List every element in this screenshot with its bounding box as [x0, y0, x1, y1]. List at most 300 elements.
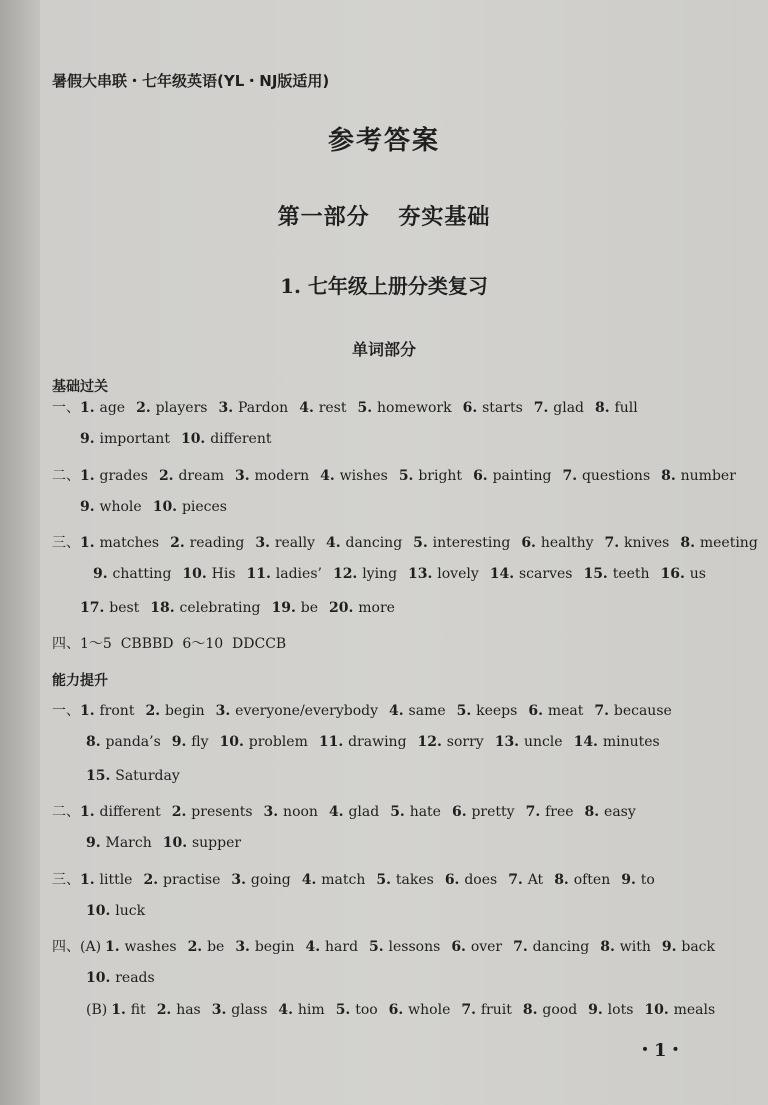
- answer-item: [235, 939, 294, 955]
- answer-item: [574, 734, 660, 750]
- answer-word: sorry: [446, 734, 484, 750]
- answer-item: [528, 703, 583, 719]
- answer-word: glass: [231, 1002, 268, 1018]
- answer-number: 7.: [594, 703, 614, 719]
- answer-number: 6.: [388, 1002, 409, 1018]
- answer-item: [212, 1002, 268, 1018]
- choice-answers: 1～5 CBBBD 6～10 DDCCB: [80, 636, 287, 652]
- answer-word: bright: [418, 468, 463, 484]
- answer-word: matches: [99, 535, 160, 551]
- answer-item: [521, 535, 593, 551]
- answer-number: 6.: [451, 804, 472, 820]
- answer-word: Saturday: [115, 768, 180, 784]
- answer-number: 8.: [522, 1002, 543, 1018]
- answer-number: 6.: [473, 468, 493, 484]
- chapter-heading: 1. 七年级上册分类复习: [280, 274, 488, 298]
- answer-number: 5.: [456, 703, 477, 719]
- answer-word: presents: [191, 804, 253, 820]
- answer-line: [86, 734, 671, 750]
- advanced-section-heading: 能力提升: [52, 673, 108, 689]
- answer-item: [490, 566, 573, 582]
- answer-item: [319, 734, 407, 750]
- answer-line: [52, 532, 768, 552]
- answer-word: back: [681, 939, 716, 955]
- answer-item: [80, 535, 159, 551]
- answer-item: [399, 468, 462, 484]
- answer-number: 17.: [80, 600, 110, 616]
- answer-item: [159, 468, 224, 484]
- answer-item: [326, 535, 402, 551]
- answer-item: [369, 939, 440, 955]
- answer-item: [594, 703, 671, 719]
- answer-item: [463, 400, 523, 416]
- answer-word: rest: [318, 400, 347, 416]
- answer-number: 8.: [584, 804, 605, 820]
- answer-number: 5.: [390, 804, 410, 820]
- answer-word: problem: [248, 734, 308, 750]
- answer-word: number: [680, 468, 736, 484]
- answer-word: be: [207, 939, 225, 955]
- answer-word: takes: [395, 872, 434, 888]
- answer-word: because: [613, 703, 672, 719]
- answer-line: [93, 566, 717, 582]
- answer-number: 4.: [389, 703, 409, 719]
- answer-word: washes: [124, 939, 177, 955]
- answer-item: [80, 468, 148, 484]
- answer-item: [390, 804, 441, 820]
- question-prefix: 二、: [52, 468, 80, 484]
- answer-line: [80, 499, 238, 515]
- answer-word: has: [176, 1002, 201, 1018]
- answer-line: [86, 1002, 726, 1018]
- answer-item: [595, 400, 638, 416]
- answer-item: [188, 939, 225, 955]
- answer-word: healthy: [540, 535, 594, 551]
- answer-number: 10.: [162, 835, 192, 851]
- answer-item: [172, 734, 209, 750]
- answer-item: [376, 872, 433, 888]
- answer-word: teeth: [612, 566, 650, 582]
- answer-item: [145, 703, 204, 719]
- answer-number: 6.: [444, 872, 465, 888]
- answer-item: [680, 535, 757, 551]
- answer-number: 9.: [171, 734, 192, 750]
- answer-number: 10.: [152, 499, 182, 515]
- answer-number: 14.: [573, 734, 603, 750]
- page-number: ・1・: [636, 1040, 685, 1061]
- answer-number: 8.: [600, 939, 620, 955]
- answer-word: does: [464, 872, 498, 888]
- answer-number: 2.: [187, 939, 208, 955]
- answer-word: him: [297, 1002, 325, 1018]
- answer-word: homework: [377, 400, 452, 416]
- answer-word: easy: [604, 804, 636, 820]
- answer-number: 6.: [521, 535, 541, 551]
- answer-item: [278, 1002, 324, 1018]
- answer-item: [299, 400, 346, 416]
- answer-word: meals: [673, 1002, 716, 1018]
- answer-word: panda’s: [105, 734, 161, 750]
- answer-item: [86, 903, 145, 919]
- answer-item: [451, 939, 502, 955]
- answer-word: His: [211, 566, 236, 582]
- answer-number: 11.: [246, 566, 276, 582]
- answer-number: 6.: [462, 400, 483, 416]
- answer-line: [52, 397, 649, 417]
- answer-word: match: [321, 872, 366, 888]
- answer-item: [329, 804, 379, 820]
- answer-number: 13.: [408, 566, 438, 582]
- answer-word: starts: [482, 400, 523, 416]
- answer-item: [358, 400, 452, 416]
- answer-item: [172, 804, 253, 820]
- answer-number: 2.: [170, 535, 190, 551]
- answer-number: 9.: [621, 872, 641, 888]
- answer-item: [329, 600, 395, 616]
- answer-item: [473, 468, 551, 484]
- answer-word: begin: [254, 939, 295, 955]
- answer-word: with: [619, 939, 651, 955]
- answer-word: interesting: [432, 535, 511, 551]
- answer-word: fruit: [480, 1002, 512, 1018]
- answer-number: 10.: [219, 734, 249, 750]
- answer-number: 9.: [588, 1002, 608, 1018]
- answer-word: fly: [191, 734, 209, 750]
- answer-number: 7.: [508, 872, 528, 888]
- answer-number: 3.: [231, 872, 251, 888]
- answer-item: [86, 835, 152, 851]
- answer-number: 4.: [326, 535, 346, 551]
- answer-number: 8.: [86, 734, 106, 750]
- answer-word: be: [300, 600, 318, 616]
- answer-word: noon: [283, 804, 318, 820]
- answer-word: age: [99, 400, 126, 416]
- answer-number: 9.: [80, 431, 100, 447]
- answer-number: 3.: [218, 400, 238, 416]
- answer-number: 1.: [80, 468, 100, 484]
- answer-word: pretty: [471, 804, 515, 820]
- subpart-label: (A): [80, 939, 102, 955]
- answer-word: chatting: [112, 566, 172, 582]
- answer-word: dream: [178, 468, 224, 484]
- answer-item: [264, 804, 318, 820]
- answer-word: more: [358, 600, 395, 616]
- answer-item: [526, 804, 574, 820]
- answer-number: 5.: [357, 400, 377, 416]
- answer-item: [170, 535, 244, 551]
- answer-item: [80, 499, 142, 515]
- answer-line: [52, 700, 683, 720]
- answer-number: 3.: [215, 703, 236, 719]
- answer-number: 1.: [80, 804, 100, 820]
- answer-number: 1.: [105, 939, 125, 955]
- answer-line: [86, 768, 191, 784]
- answer-number: 13.: [494, 734, 524, 750]
- answer-word: us: [689, 566, 706, 582]
- answer-word: pieces: [181, 499, 227, 515]
- answer-word: over: [470, 939, 503, 955]
- answer-word: keeps: [476, 703, 518, 719]
- answer-number: 5.: [413, 535, 433, 551]
- answer-word: good: [542, 1002, 578, 1018]
- answer-number: 7.: [525, 804, 546, 820]
- answer-item: [562, 468, 650, 484]
- answer-number: 1.: [80, 535, 100, 551]
- answer-item: [80, 804, 161, 820]
- answer-number: 1.: [80, 703, 100, 719]
- answer-number: 10.: [86, 970, 116, 986]
- answer-number: 2.: [145, 703, 165, 719]
- answer-item: [182, 566, 235, 582]
- answer-number: 1.: [80, 872, 100, 888]
- answer-number: 7.: [513, 939, 533, 955]
- answer-item: [389, 1002, 451, 1018]
- part-heading: [0, 200, 768, 231]
- answer-item: [272, 600, 318, 616]
- answer-item: [86, 734, 161, 750]
- answer-number: 10.: [644, 1002, 674, 1018]
- answer-number: 2.: [156, 1002, 177, 1018]
- answer-word: fit: [130, 1002, 146, 1018]
- answer-number: 7.: [533, 400, 554, 416]
- answer-number: 5.: [398, 468, 419, 484]
- answer-item: [157, 1002, 201, 1018]
- answer-item: [320, 468, 388, 484]
- answer-item: [143, 872, 220, 888]
- answer-word: ladies’: [275, 566, 322, 582]
- answer-word: really: [274, 535, 316, 551]
- answer-number: 1.: [80, 400, 100, 416]
- answer-word: luck: [115, 903, 146, 919]
- answer-number: 3.: [235, 468, 255, 484]
- answer-item: [508, 872, 543, 888]
- answer-word: little: [99, 872, 133, 888]
- answer-word: celebrating: [179, 600, 261, 616]
- answer-word: different: [99, 804, 161, 820]
- answer-number: 4.: [328, 804, 349, 820]
- answer-word: too: [355, 1002, 378, 1018]
- answer-item: [554, 872, 610, 888]
- question-prefix: 一、: [52, 400, 80, 416]
- answer-number: 5.: [369, 939, 389, 955]
- answer-number: 9.: [93, 566, 113, 582]
- answer-number: 7.: [562, 468, 582, 484]
- answer-item: [105, 939, 177, 955]
- answer-item: [644, 1002, 715, 1018]
- answer-item: [150, 600, 260, 616]
- answer-item: [661, 566, 706, 582]
- answer-word: glad: [348, 804, 380, 820]
- answer-item: [86, 970, 155, 986]
- answer-word: glad: [553, 400, 585, 416]
- answer-word: going: [250, 872, 291, 888]
- answer-item: [662, 939, 715, 955]
- answer-item: [585, 804, 636, 820]
- answer-number: 12.: [417, 734, 447, 750]
- answer-number: 11.: [318, 734, 349, 750]
- answer-word: reads: [115, 970, 155, 986]
- answer-item: [80, 400, 125, 416]
- answer-word: drawing: [348, 734, 407, 750]
- answer-item: [218, 400, 288, 416]
- answer-number: 3.: [255, 535, 275, 551]
- answer-number: 5.: [376, 872, 396, 888]
- answer-line: [52, 801, 647, 821]
- answer-word: hard: [325, 939, 359, 955]
- answer-item: [583, 566, 649, 582]
- running-header: 暑假大串联・七年级英语(YL・NJ版适用): [52, 72, 330, 90]
- answer-item: [333, 566, 397, 582]
- answer-number: 8.: [661, 468, 681, 484]
- answer-word: lovely: [437, 566, 479, 582]
- part-label: 第一部分: [277, 204, 370, 230]
- answer-word: begin: [164, 703, 205, 719]
- answer-word: minutes: [602, 734, 660, 750]
- answer-word: reading: [189, 535, 245, 551]
- answer-item: [220, 734, 308, 750]
- answer-item: [452, 804, 515, 820]
- answer-word: uncle: [523, 734, 563, 750]
- answer-number: 12.: [332, 566, 363, 582]
- answer-number: 15.: [86, 768, 116, 784]
- answer-word: scarves: [519, 566, 573, 582]
- answer-number: 7.: [461, 1002, 481, 1018]
- answer-item: [457, 703, 518, 719]
- part-name: 夯实基础: [398, 204, 491, 230]
- answer-word: painting: [492, 468, 552, 484]
- answer-item: [306, 939, 359, 955]
- answer-number: 2.: [158, 468, 179, 484]
- answer-line: [86, 903, 156, 919]
- answer-number: 15.: [583, 566, 613, 582]
- answer-number: 10.: [182, 566, 212, 582]
- answer-item: [461, 1002, 512, 1018]
- answer-word: whole: [99, 499, 142, 515]
- answer-item: [216, 703, 378, 719]
- answer-item: [111, 1002, 145, 1018]
- answer-word: to: [640, 872, 655, 888]
- answer-word: dancing: [532, 939, 590, 955]
- answer-word: grades: [99, 468, 148, 484]
- answer-line: [52, 869, 666, 889]
- answer-line: [80, 600, 406, 616]
- answer-item: [153, 499, 227, 515]
- answer-item: [80, 431, 170, 447]
- answer-number: 4.: [305, 939, 326, 955]
- answer-word: front: [99, 703, 135, 719]
- answer-number: 9.: [80, 499, 100, 515]
- answer-number: 1.: [111, 1002, 131, 1018]
- answer-number: 9.: [661, 939, 682, 955]
- answer-word: practise: [162, 872, 221, 888]
- answer-item: [408, 566, 479, 582]
- answer-word: players: [155, 400, 208, 416]
- answer-number: 6.: [451, 939, 471, 955]
- answer-word: important: [99, 431, 170, 447]
- answer-item: [163, 835, 241, 851]
- answer-number: 4.: [301, 872, 322, 888]
- answer-word: meat: [547, 703, 584, 719]
- answer-item: [231, 872, 290, 888]
- page-title: 参考答案: [327, 126, 440, 156]
- answer-item: [80, 600, 139, 616]
- answer-number: 8.: [595, 400, 615, 416]
- answer-word: supper: [191, 835, 242, 851]
- book-spine-shadow: [0, 0, 40, 1105]
- answer-item: [80, 703, 134, 719]
- answer-word: everyone/everybody: [235, 703, 379, 719]
- answer-item: [418, 734, 484, 750]
- answer-word: questions: [581, 468, 651, 484]
- answer-item: [235, 468, 309, 484]
- answer-item: [513, 939, 589, 955]
- answer-number: 18.: [150, 600, 180, 616]
- answer-item: [605, 535, 670, 551]
- answer-number: 4.: [320, 468, 340, 484]
- answer-word: knives: [624, 535, 670, 551]
- answer-item: [523, 1002, 577, 1018]
- answer-number: 3.: [211, 1002, 232, 1018]
- answer-number: 8.: [554, 872, 574, 888]
- answer-word: At: [527, 872, 544, 888]
- answer-number: 4.: [299, 400, 319, 416]
- answer-word: dancing: [345, 535, 403, 551]
- answer-number: 5.: [335, 1002, 356, 1018]
- answer-line: [86, 970, 166, 986]
- answer-word: meeting: [699, 535, 758, 551]
- answer-word: lots: [607, 1002, 634, 1018]
- answer-item: [136, 400, 207, 416]
- answer-number: 6.: [528, 703, 548, 719]
- answer-word: free: [545, 804, 574, 820]
- answer-item: [413, 535, 510, 551]
- answer-number: 4.: [278, 1002, 298, 1018]
- answer-word: Pardon: [237, 400, 289, 416]
- answer-number: 3.: [235, 939, 255, 955]
- answer-word: March: [105, 835, 152, 851]
- answer-item: [534, 400, 584, 416]
- answer-word: hate: [409, 804, 441, 820]
- answer-word: full: [614, 400, 638, 416]
- answer-item: [336, 1002, 378, 1018]
- answer-item: [600, 939, 651, 955]
- question-prefix: 三、: [52, 872, 80, 888]
- subpart-label: (B): [86, 1002, 108, 1018]
- answer-word: best: [109, 600, 140, 616]
- answer-word: same: [408, 703, 446, 719]
- answer-item: [445, 872, 497, 888]
- answer-line: [80, 431, 282, 447]
- answer-item: [661, 468, 736, 484]
- answer-number: 10.: [86, 903, 116, 919]
- answer-item: [302, 872, 366, 888]
- answer-number: 14.: [489, 566, 519, 582]
- basic-section-heading: 基础过关: [52, 379, 108, 395]
- answer-item: [389, 703, 446, 719]
- answer-word: lessons: [388, 939, 441, 955]
- question-prefix: 四、: [52, 939, 80, 955]
- answer-word: wishes: [339, 468, 388, 484]
- answer-word: modern: [254, 468, 310, 484]
- answer-number: 2.: [171, 804, 192, 820]
- question-prefix: 三、: [52, 535, 80, 551]
- answer-item: [93, 566, 171, 582]
- answer-item: [247, 566, 322, 582]
- answer-item: [86, 768, 180, 784]
- answer-line: [52, 465, 747, 485]
- answer-number: 8.: [680, 535, 700, 551]
- answer-number: 3.: [263, 804, 284, 820]
